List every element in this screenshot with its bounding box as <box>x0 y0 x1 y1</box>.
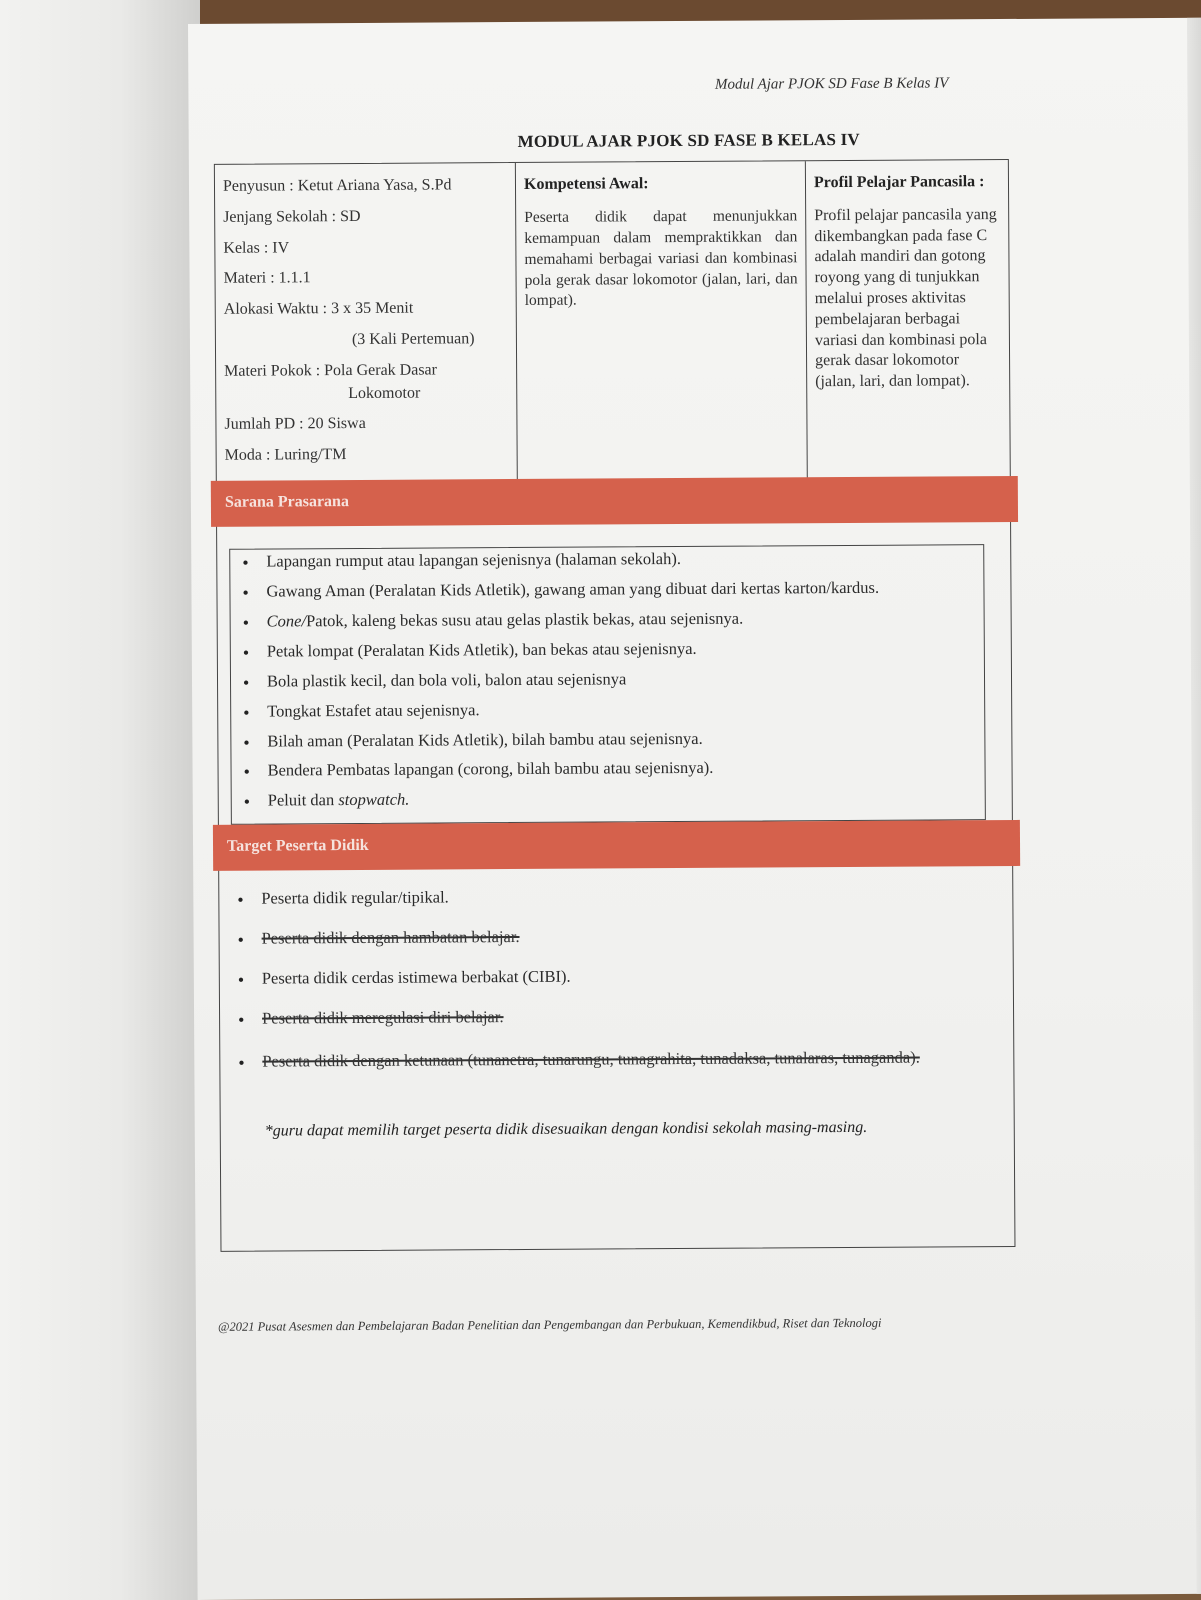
target-note: *guru dapat memilih target peserta didik disesuaikan dengan kondisi sekolah masing-masing. <box>264 1118 868 1140</box>
list-item: • Bola plastik kecil, dan bola voli, balon atau sejenisnya <box>231 665 984 694</box>
sarana-list <box>230 545 985 813</box>
identity-table <box>215 160 1012 487</box>
list-item: • Bilah aman (Peralatan Kids Atletik), bilah bambu atau sejenisnya. <box>231 725 984 754</box>
document-page <box>188 18 1201 1600</box>
profil-title: Profil Pelajar Pancasila : <box>813 173 985 192</box>
materi-text: Materi : 1.1.1 <box>223 269 311 288</box>
page-edge <box>1187 18 1201 1594</box>
jenjang-text: Jenjang Sekolah : SD <box>223 207 361 226</box>
running-header: Modul Ajar PJOK SD Fase B Kelas IV <box>714 75 949 93</box>
moda-text: Moda : Luring/TM <box>224 446 347 464</box>
profil-text: Profil pelajar pancasila yang dikembangkan pada fase C adalah mandiri dan gotong royong yang di tunjukkan melalui proses aktivitas pembelajaran berbagai variasi dan kombinasi pola gerak dasar lokomotor (jalan, lari, dan lompat). <box>814 205 997 391</box>
cone-word: Cone/ <box>266 611 307 631</box>
list-item: • Petak lompat (Peralatan Kids Atletik), ban bekas atau sejenisnya. <box>231 635 984 664</box>
kelas-text: Kelas : IV <box>223 238 290 257</box>
list-item <box>232 785 985 814</box>
list-item: • Gawang Aman (Peralatan Kids Atletik), gawang aman yang dibuat dari kertas karton/kardus. <box>230 575 983 604</box>
stopwatch-word: stopwatch. <box>338 790 410 810</box>
list-item: • Bendera Pembatas lapangan (corong, bilah bambu atau sejenisnya). <box>231 755 984 784</box>
list-item: • Peserta didik regular/tipikal. <box>225 882 995 911</box>
list-item-text: Peluit dan <box>267 790 339 810</box>
document-title: MODUL AJAR PJOK SD FASE B KELAS IV <box>517 129 860 151</box>
list-item-struck: • Peserta didik meregulasi diri belajar. <box>226 1002 996 1031</box>
list-item: • Lapangan rumput atau lapangan sejenisnya (halaman sekolah). <box>230 545 983 574</box>
left-page <box>0 0 200 1600</box>
list-item: • Tongkat Estafet atau sejenisnya. <box>231 695 984 724</box>
target-heading: Target Peserta Didik <box>213 820 1020 871</box>
kompetensi-text: Peserta didik dapat menunjukkan kemampuan dalam mempraktikkan dan memahami berbagai variasi dan kombinasi pola gerak dasar lokomotor (jalan, lari, dan lompat). <box>524 207 798 310</box>
kompetensi-cell <box>515 161 807 487</box>
materi-pokok-continued: Lokomotor <box>348 384 421 402</box>
sarana-heading: Sarana Prasarana <box>211 476 1018 527</box>
kompetensi-title: Kompetensi Awal: <box>523 175 649 193</box>
alokasi-text: Alokasi Waktu : 3 x 35 Menit <box>223 299 414 318</box>
profil-cell <box>805 160 1012 485</box>
list-item <box>231 605 984 634</box>
penyusun-text: Penyusun : Ketut Ariana Yasa, S.Pd <box>222 176 452 195</box>
materi-pokok-text: Materi Pokok : Pola Gerak Dasar <box>224 361 438 380</box>
pertemuan-text: (3 Kali Pertemuan) <box>351 330 475 348</box>
identity-cell <box>215 163 517 489</box>
list-item-struck: • Peserta didik dengan hambatan belajar. <box>226 922 996 951</box>
list-item: • Peserta didik cerdas istimewa berbakat (CIBI). <box>226 962 996 991</box>
sarana-box <box>229 544 986 825</box>
list-item-struck: • Peserta didik dengan ketunaan (tunanetra, tunarungu, tunagrahita, tunadaksa, tunalaras, tunaganda). <box>226 1042 996 1076</box>
list-item-text: Patok, kaleng bekas susu atau gelas plastik bekas, atau sejenisnya. <box>306 608 744 631</box>
jumlah-pd-text: Jumlah PD : 20 Siswa <box>224 415 366 434</box>
copyright-footer: @2021 Pusat Asesmen dan Pembelajaran Badan Penelitian dan Pengembangan dan Perbukuan, Kemendikbud, Riset dan Teknologi <box>217 1315 882 1334</box>
target-list <box>225 882 996 1092</box>
module-frame <box>214 159 1016 1252</box>
